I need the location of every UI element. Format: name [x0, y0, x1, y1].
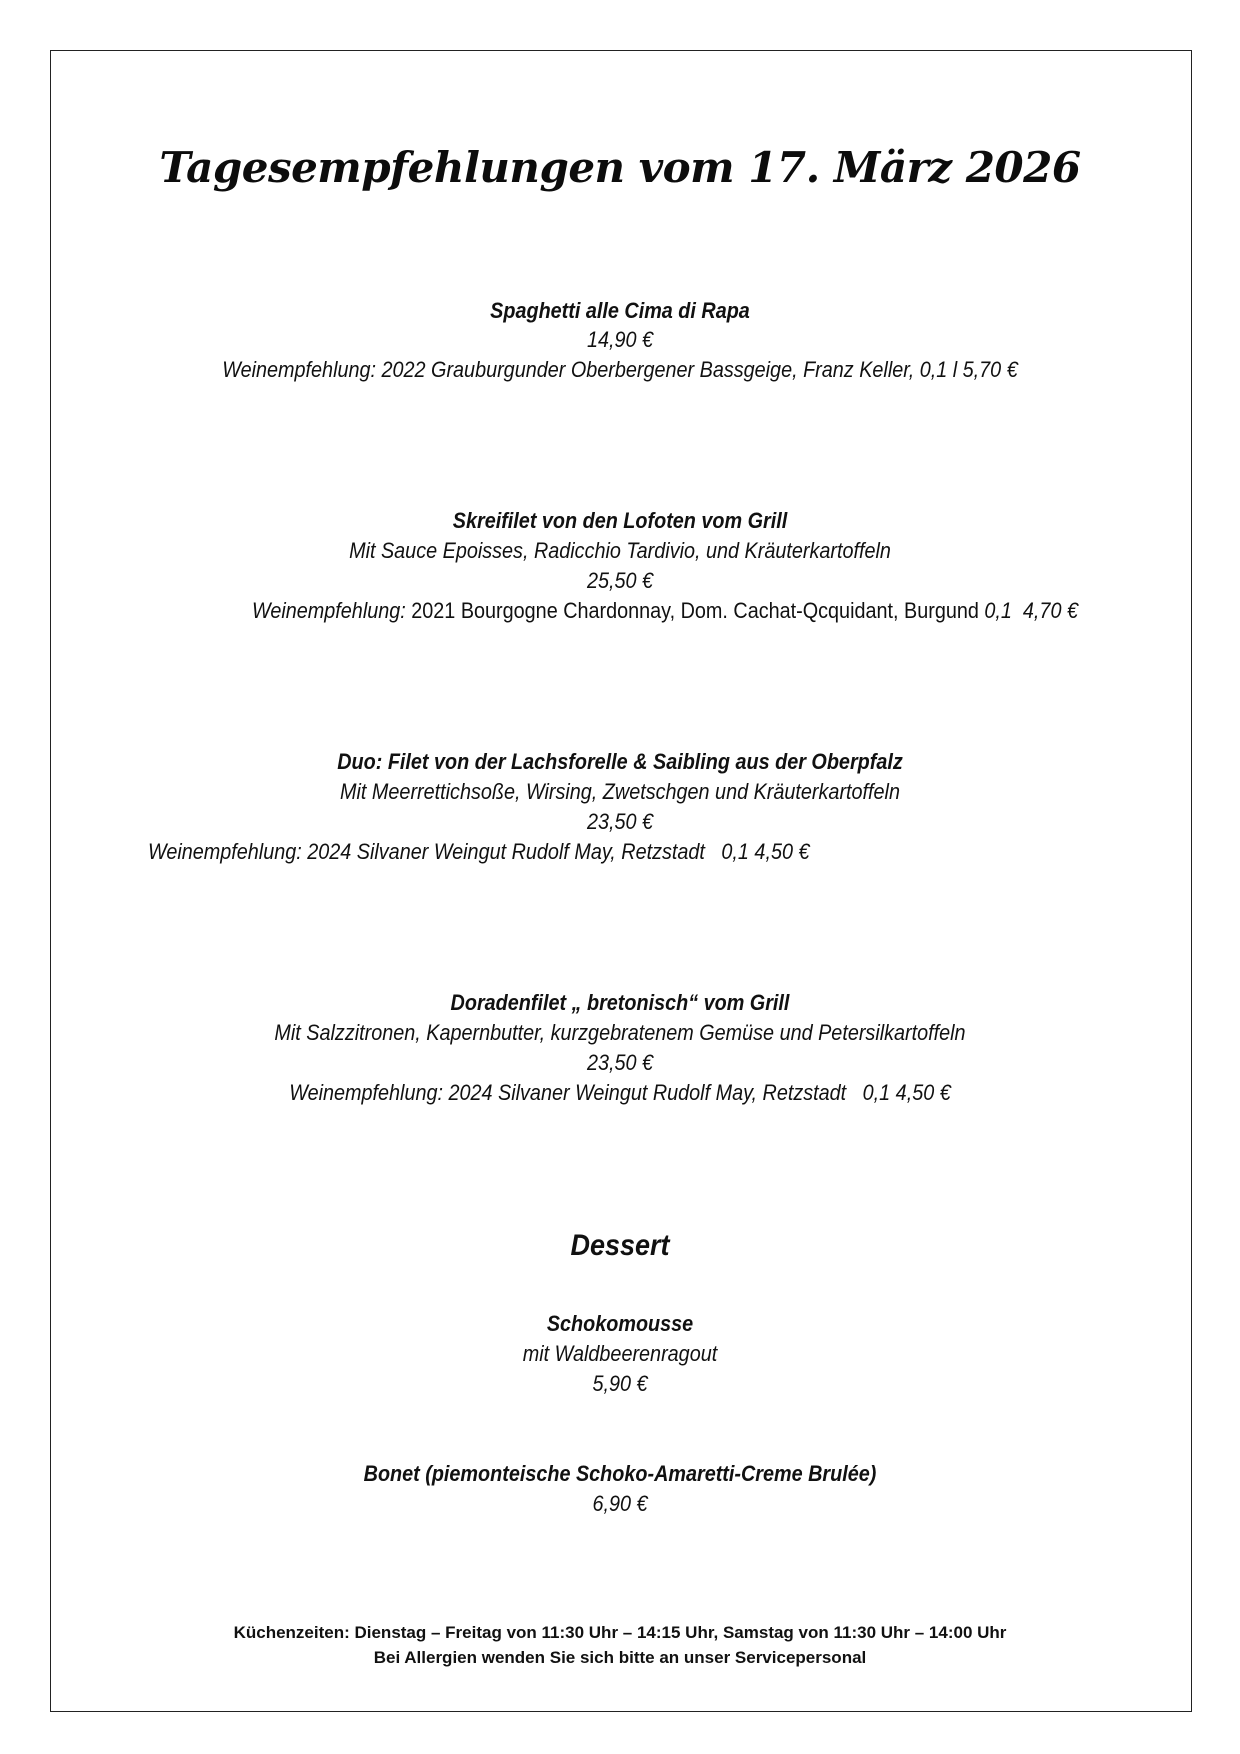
kitchen-hours: Küchenzeiten: Dienstag – Freitag von 11:30 Uhr – 14:15 Uhr, Samstag von 11:30 Uhr – 14:00 Uhr — [233, 1623, 1007, 1642]
dish-4-name: Doradenfilet „ bretonisch“ vom Grill — [450, 990, 790, 1015]
dish-1-name: Spaghetti alle Cima di Rapa — [490, 298, 750, 323]
dish-1-wine: Weinempfehlung: 2022 Grauburgunder Oberbergener Bassgeige, Franz Keller, 0,1 l 5,70 € — [222, 357, 1018, 382]
dish-2-wine-label: Weinempfehlung: — [252, 598, 406, 623]
dessert-1-price: 5,90 € — [592, 1371, 648, 1396]
dish-3-description: Mit Meerrettichsoße, Wirsing, Zwetschgen und Kräuterkartoffeln — [340, 779, 900, 804]
dessert-2-name: Bonet (piemonteische Schoko-Amaretti-Creme Brulée) — [363, 1461, 877, 1486]
dish-2-description: Mit Sauce Epoisses, Radicchio Tardivio, und Kräuterkartoffeln — [349, 538, 891, 563]
dish-1-price: 14,90 € — [586, 327, 654, 352]
dish-2-wine-price: 0,1 4,70 € — [984, 598, 1078, 623]
dish-3-name: Duo: Filet von der Lachsforelle & Saibling aus der Oberpfalz — [337, 749, 903, 774]
dish-4-price: 23,50 € — [586, 1050, 654, 1075]
dish-2-price: 25,50 € — [586, 568, 654, 593]
allergy-note: Bei Allergien wenden Sie sich bitte an unser Servicepersonal — [373, 1648, 867, 1667]
menu-title: Tagesempfehlungen vom 17. März 2026 — [159, 143, 1081, 192]
dish-4-wine: Weinempfehlung: 2024 Silvaner Weingut Rudolf May, Retzstadt 0,1 4,50 € — [289, 1080, 951, 1105]
dish-3-price: 23,50 € — [586, 809, 654, 834]
dessert-1-name: Schokomousse — [546, 1311, 694, 1336]
dish-4-description: Mit Salzzitronen, Kapernbutter, kurzgebratenem Gemüse und Petersilkartoffeln — [274, 1020, 966, 1045]
dish-2-name: Skreifilet von den Lofoten vom Grill — [452, 508, 788, 533]
dessert-2-price: 6,90 € — [592, 1491, 648, 1516]
dessert-heading: Dessert — [570, 1229, 670, 1262]
dessert-1-description: mit Waldbeerenragout — [522, 1341, 718, 1366]
dish-2-wine-name: 2021 Bourgogne Chardonnay, Dom. Cachat-Qcquidant, Burgund — [411, 598, 979, 623]
dish-3-wine: Weinempfehlung: 2024 Silvaner Weingut Rudolf May, Retzstadt 0,1 4,50 € — [148, 839, 810, 864]
dish-2-wine — [107, 597, 1223, 625]
